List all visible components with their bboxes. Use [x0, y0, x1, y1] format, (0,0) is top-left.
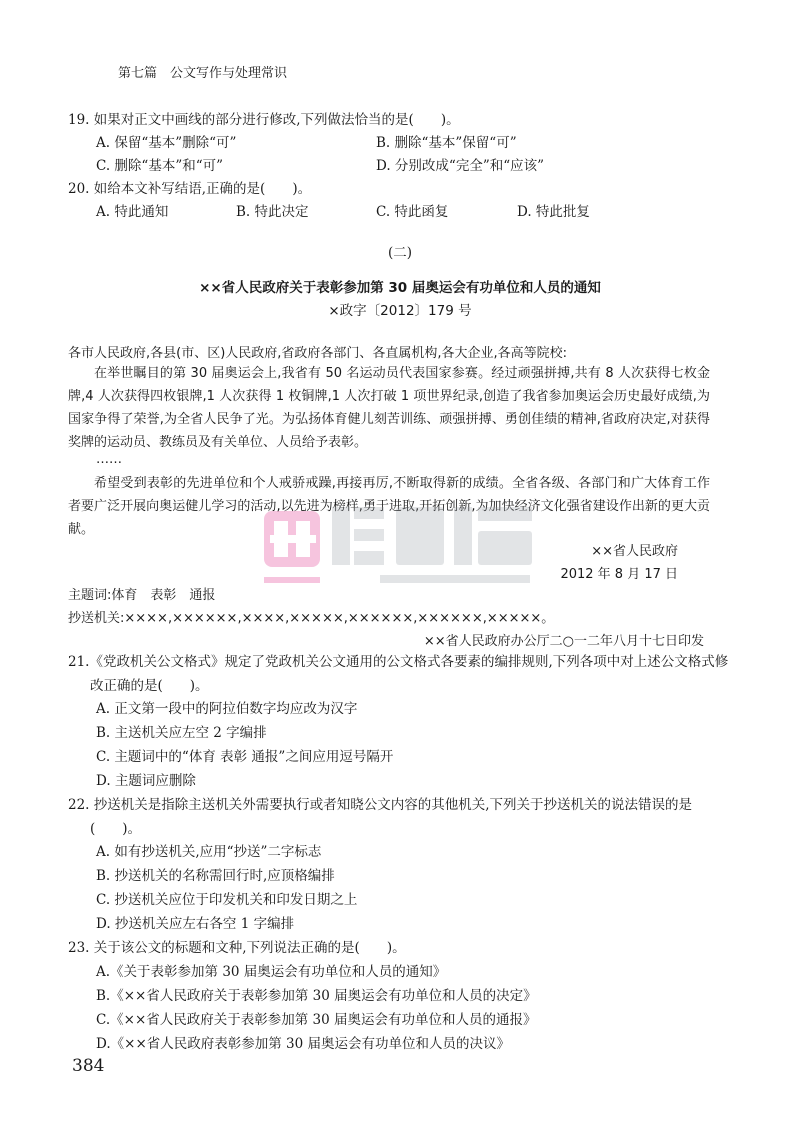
watermark-since-shape: [264, 577, 320, 583]
question-20-stem: 20. 如给本文补写结语,正确的是( )。: [68, 181, 312, 197]
document-printed-by: ××省人民政府办公厅二○一二年八月十七日印发: [423, 634, 704, 649]
question-21-stem: 21.《党政机关公文格式》规定了党政机关公文通用的公文格式各要素的编排规则,下列各项中对上述公文格式修改正确的是( )。: [68, 654, 729, 694]
watermark-url-shape: [380, 575, 530, 583]
question-22-stem: 22. 抄送机关是指除主送机关外需要执行或者知晓公文内容的其他机关,下列关于抄送机关的说法错误的是( )。: [68, 797, 693, 837]
document-date: 2012 年 8 月 17 日: [560, 567, 678, 582]
question-19-stem: 19. 如果对正文中画线的部分进行修改,下列做法恰当的是( )。: [68, 112, 460, 128]
question-21-option-d: D. 主题词应删除: [96, 773, 196, 789]
document-paragraph-2: 希望受到表彰的先进单位和个人戒骄戒躁,再接再厉,不断取得新的成绩。全省各级、各部门和广大体育工作者要广泛开展向奥运健儿学习的活动,以先进为榜样,勇于进取,开拓创新,为加快经济文化强省建设作出新的更大贡献。: [68, 476, 710, 537]
watermark-logo: [250, 485, 550, 605]
question-23-option-d: D.《××省人民政府表彰参加第 30 届奥运会有功单位和人员的决议》: [96, 1036, 511, 1052]
question-23-stem: 23. 关于该公文的标题和文种,下列说法正确的是( )。: [68, 940, 406, 956]
question-19-option-b: B. 删除“基本”保留“可”: [376, 135, 517, 151]
document-signature: ××省人民政府: [591, 544, 678, 559]
question-22-option-a: A. 如有抄送机关,应用“抄送”二字标志: [96, 844, 322, 860]
question-22-option-b: B. 抄送机关的名称需回行时,应顶格编排: [96, 868, 335, 884]
question-19-option-a: A. 保留“基本”删除“可”: [96, 135, 237, 151]
document-ellipsis: ……: [96, 452, 122, 467]
page-header: 第七篇 公文写作与处理常识: [118, 66, 288, 81]
question-22-option-d: D. 抄送机关应左右各空 1 字编排: [96, 916, 295, 932]
watermark-wordmark-shape: [332, 507, 532, 565]
page-number: 384: [72, 1056, 105, 1076]
question-22-option-c: C. 抄送机关应位于印发机关和印发日期之上: [96, 892, 358, 908]
question-19-option-c: C. 删除“基本”和“可”: [96, 158, 224, 174]
document-cc: 抄送机关:××××,××××××,××××,×××××,××××××,××××××,×××××。: [68, 611, 555, 626]
section-marker: (二): [387, 245, 413, 261]
question-20-option-d: D. 特此批复: [517, 204, 590, 220]
question-19-option-d: D. 分别改成“完全”和“应该”: [376, 158, 545, 174]
document-title: ××省人民政府关于表彰参加第 30 届奥运会有功单位和人员的通知: [199, 280, 601, 296]
document-paragraph-1: 在举世瞩目的第 30 届奥运会上,我省有 50 名运动员代表国家参赛。经过顽强拼搏,共有 8 人次获得七枚金牌,4 人次获得四枚银牌,1 人次获得 1 枚铜牌,1 人次打破 1 项世界纪录,创造了我省参加奥运会历史最好成绩,为国家争得了荣誉,为全省人民争了光。为弘扬体育健儿刻苦训练、顽强拼搏、勇创佳绩的精神,省政府决定,对获得奖牌的运动员、教练员及有关单位、人员给予表彰。: [68, 366, 710, 450]
question-20-option-a: A. 特此通知: [96, 204, 169, 220]
question-23-option-a: A.《关于表彰参加第 30 届奥运会有功单位和人员的通知》: [96, 964, 447, 980]
question-23-option-b: B.《××省人民政府关于表彰参加第 30 届奥运会有功单位和人员的决定》: [96, 988, 537, 1004]
question-20-option-c: C. 特此函复: [376, 204, 449, 220]
document-recipients: 各市人民政府,各县(市、区)人民政府,省政府各部门、各直属机构,各大企业,各高等院校:: [68, 346, 568, 361]
question-20-option-b: B. 特此决定: [236, 204, 309, 220]
question-21-option-b: B. 主送机关应左空 2 字编排: [96, 725, 267, 741]
question-23-option-c: C.《××省人民政府关于表彰参加第 30 届奥运会有功单位和人员的通报》: [96, 1012, 537, 1028]
document-keywords: 主题词:体育 表彰 通报: [68, 588, 216, 603]
question-21-option-a: A. 正文第一段中的阿拉伯数字均应改为汉字: [96, 701, 358, 717]
watermark-emblem-icon: [264, 511, 320, 567]
document-number: ×政字〔2012〕179 号: [328, 303, 472, 319]
question-21-option-c: C. 主题词中的“体育 表彰 通报”之间应用逗号隔开: [96, 749, 394, 765]
